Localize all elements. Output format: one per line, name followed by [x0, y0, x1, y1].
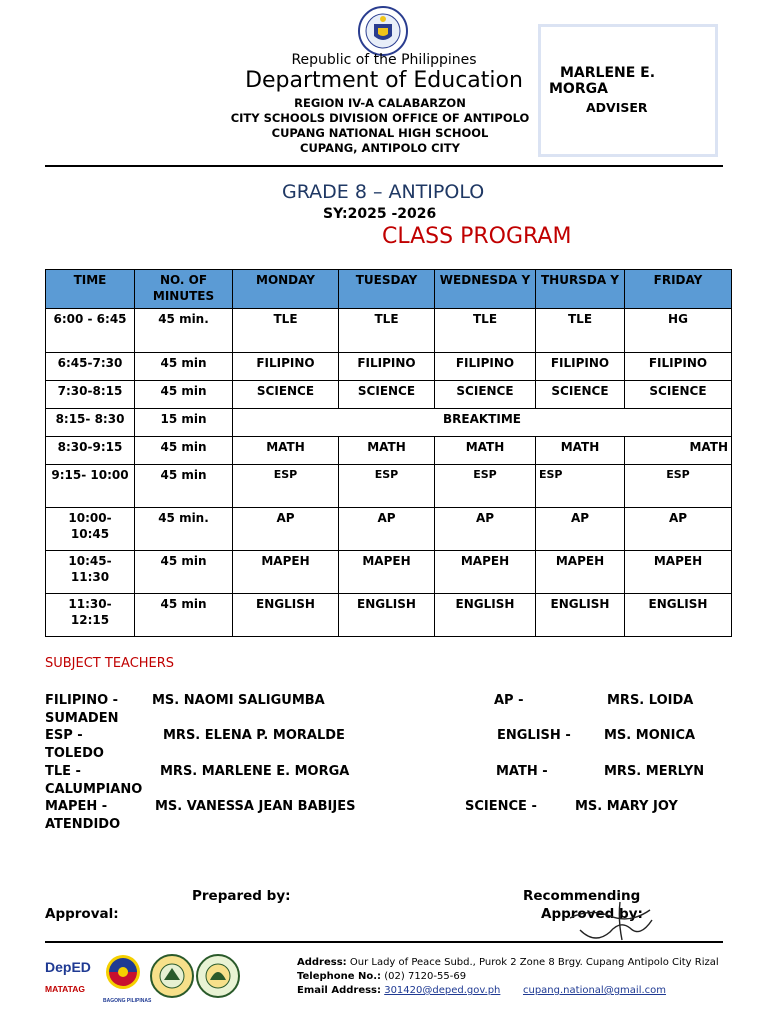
- adviser-role: ADVISER: [586, 100, 648, 115]
- footer-logos: [45, 950, 245, 1004]
- header-wednesday: WEDNESDA Y: [435, 270, 536, 309]
- time-cell: 10:45- 11:30: [46, 551, 135, 594]
- subject-cell: ESP: [625, 465, 732, 508]
- school-seal-icon: [197, 955, 239, 997]
- time-cell: 8:30-9:15: [46, 437, 135, 465]
- address-label: Address:: [297, 957, 347, 968]
- subject-cell: AP: [536, 508, 625, 551]
- subject-cell: ESP: [536, 465, 625, 508]
- teacher-name: MS. NAOMI SALIGUMBA: [152, 693, 325, 708]
- subject-cell: TLE: [339, 309, 435, 353]
- subject-cell: TLE: [435, 309, 536, 353]
- teacher-name-wrap: CALUMPIANO: [45, 782, 143, 797]
- subject-cell: MAPEH: [233, 551, 339, 594]
- time-cell: 10:00- 10:45: [46, 508, 135, 551]
- table-row: [46, 551, 732, 594]
- approved-by-label: Approved by:: [541, 906, 643, 922]
- subject-teachers-heading: SUBJECT TEACHERS: [45, 656, 175, 671]
- subject-cell: MATH: [435, 437, 536, 465]
- subject-cell: ESP: [435, 465, 536, 508]
- republic-line: Republic of the Philippines: [291, 52, 477, 68]
- time-cell: 7:30-8:15: [46, 381, 135, 409]
- subject-cell: ENGLISH: [339, 594, 435, 637]
- teacher-name: MRS. LOIDA: [607, 693, 694, 708]
- deped-seal-icon: [358, 6, 408, 56]
- department-title: Department of Education: [245, 68, 523, 93]
- minutes-cell: 45 min.: [135, 508, 233, 551]
- teacher-name-wrap: ATENDIDO: [45, 817, 121, 832]
- teacher-subject: FILIPINO -: [45, 693, 119, 708]
- subject-cell: FILIPINO: [233, 353, 339, 381]
- teacher-name: MS. VANESSA JEAN BABIJES: [155, 799, 356, 814]
- subject-cell: AP: [233, 508, 339, 551]
- subject-cell: SCIENCE: [233, 381, 339, 409]
- subject-cell: TLE: [233, 309, 339, 353]
- minutes-cell: 45 min: [135, 465, 233, 508]
- breaktime-cell: BREAKTIME: [233, 409, 732, 437]
- grade-title: GRADE 8 – ANTIPOLO: [282, 181, 485, 203]
- footer-divider: [45, 941, 723, 943]
- deped-matatag-logo-icon: [45, 959, 91, 994]
- address-value: Our Lady of Peace Subd., Purok 2 Zone 8 Brgy. Cupang Antipolo City Rizal: [349, 957, 719, 968]
- recommending-label: Recommending: [523, 888, 641, 904]
- email-label: Email Address:: [297, 985, 382, 996]
- teacher-subject: AP -: [494, 693, 524, 708]
- teacher-name: MS. MARY JOY: [575, 799, 678, 814]
- time-cell: 8:15- 8:30: [46, 409, 135, 437]
- header-tuesday: TUESDAY: [339, 270, 435, 309]
- region-line: REGION IV-A CALABARZON: [294, 96, 466, 110]
- email-link-school[interactable]: cupang.national@gmail.com: [523, 985, 667, 996]
- table-row: [46, 508, 732, 551]
- minutes-cell: 15 min: [135, 409, 233, 437]
- header-divider: [45, 165, 723, 167]
- logo-bagong-text: BAGONG PILIPINAS: [103, 998, 152, 1004]
- subject-cell: AP: [625, 508, 732, 551]
- division-line: CITY SCHOOLS DIVISION OFFICE OF ANTIPOLO: [230, 111, 530, 125]
- subject-cell: MAPEH: [625, 551, 732, 594]
- subject-cell: TLE: [536, 309, 625, 353]
- teacher-name: MS. MONICA: [604, 728, 696, 743]
- header-thursday: THURSDA Y: [536, 270, 625, 309]
- teacher-subject: ENGLISH -: [497, 728, 571, 743]
- footer-address: [297, 957, 719, 968]
- teacher-name: MRS. ELENA P. MORALDE: [163, 728, 345, 743]
- subject-cell: AP: [435, 508, 536, 551]
- teacher-subject: ESP -: [45, 728, 83, 743]
- logo-deped-text: DepED: [45, 959, 91, 975]
- teacher-subject: MATH -: [496, 764, 548, 779]
- minutes-cell: 45 min: [135, 437, 233, 465]
- subject-cell: FILIPINO: [435, 353, 536, 381]
- teacher-name: MRS. MERLYN: [604, 764, 705, 779]
- logo-matatag-text: MATATAG: [45, 984, 85, 994]
- subject-cell: SCIENCE: [435, 381, 536, 409]
- subject-cell: MAPEH: [536, 551, 625, 594]
- time-cell: 6:45-7:30: [46, 353, 135, 381]
- adviser-name-line2: MORGA: [549, 81, 608, 97]
- subject-cell: FILIPINO: [625, 353, 732, 381]
- teacher-subject: SCIENCE -: [465, 799, 537, 814]
- footer-email: [297, 985, 500, 996]
- subject-cell: ENGLISH: [435, 594, 536, 637]
- table-row: [46, 437, 732, 465]
- subject-cell: ENGLISH: [233, 594, 339, 637]
- header-monday: MONDAY: [233, 270, 339, 309]
- subject-cell: ENGLISH: [536, 594, 625, 637]
- header-time: TIME: [46, 270, 135, 309]
- time-cell: 9:15- 10:00: [46, 465, 135, 508]
- class-program-title: CLASS PROGRAM: [382, 224, 572, 249]
- minutes-cell: 45 min: [135, 353, 233, 381]
- minutes-cell: 45 min: [135, 381, 233, 409]
- schedule-header-row: [46, 270, 732, 309]
- subject-cell: MATH: [536, 437, 625, 465]
- teacher-name-wrap: TOLEDO: [45, 746, 104, 761]
- subject-cell: HG: [625, 309, 732, 353]
- teacher-subject: TLE -: [45, 764, 81, 779]
- footer-phone: [297, 971, 466, 982]
- subject-cell: SCIENCE: [625, 381, 732, 409]
- adviser-name-line1: MARLENE E.: [560, 65, 656, 81]
- subject-cell: FILIPINO: [339, 353, 435, 381]
- header-minutes: NO. OF MINUTES: [135, 270, 233, 309]
- footer-email2: [523, 985, 666, 996]
- subject-cell: SCIENCE: [339, 381, 435, 409]
- minutes-cell: 45 min: [135, 551, 233, 594]
- school-line: CUPANG NATIONAL HIGH SCHOOL: [271, 126, 489, 140]
- subject-cell: ESP: [233, 465, 339, 508]
- bagong-pilipinas-logo-icon: [103, 955, 152, 1004]
- subject-cell: MATH: [233, 437, 339, 465]
- table-row: [46, 309, 732, 353]
- subject-cell: MATH: [625, 437, 732, 465]
- header-friday: FRIDAY: [625, 270, 732, 309]
- subject-cell: SCIENCE: [536, 381, 625, 409]
- division-seal-icon: [151, 955, 193, 997]
- email-link-deped[interactable]: 301420@deped.gov.ph: [384, 985, 501, 996]
- subject-cell: FILIPINO: [536, 353, 625, 381]
- teacher-subject: MAPEH -: [45, 799, 108, 814]
- subject-cell: ENGLISH: [625, 594, 732, 637]
- subject-cell: ESP: [339, 465, 435, 508]
- table-row: [46, 594, 732, 637]
- schedule-table: [45, 269, 732, 637]
- location-line: CUPANG, ANTIPOLO CITY: [300, 141, 460, 155]
- approval-label: Approval:: [45, 906, 119, 922]
- prepared-by-label: Prepared by:: [192, 888, 291, 904]
- table-row: [46, 353, 732, 381]
- table-row: [46, 381, 732, 409]
- phone-value: (02) 7120-55-69: [384, 971, 467, 982]
- minutes-cell: 45 min.: [135, 309, 233, 353]
- teacher-name: MRS. MARLENE E. MORGA: [160, 764, 350, 779]
- table-row: [46, 409, 732, 437]
- subject-cell: MAPEH: [339, 551, 435, 594]
- subject-cell: AP: [339, 508, 435, 551]
- phone-label: Telephone No.:: [297, 971, 382, 982]
- minutes-cell: 45 min: [135, 594, 233, 637]
- subject-cell: MATH: [339, 437, 435, 465]
- time-cell: 11:30- 12:15: [46, 594, 135, 637]
- teacher-name-wrap: SUMADEN: [45, 711, 119, 726]
- school-year: SY:2025 -2026: [323, 206, 437, 222]
- subject-cell: MAPEH: [435, 551, 536, 594]
- time-cell: 6:00 - 6:45: [46, 309, 135, 353]
- table-row: [46, 465, 732, 508]
